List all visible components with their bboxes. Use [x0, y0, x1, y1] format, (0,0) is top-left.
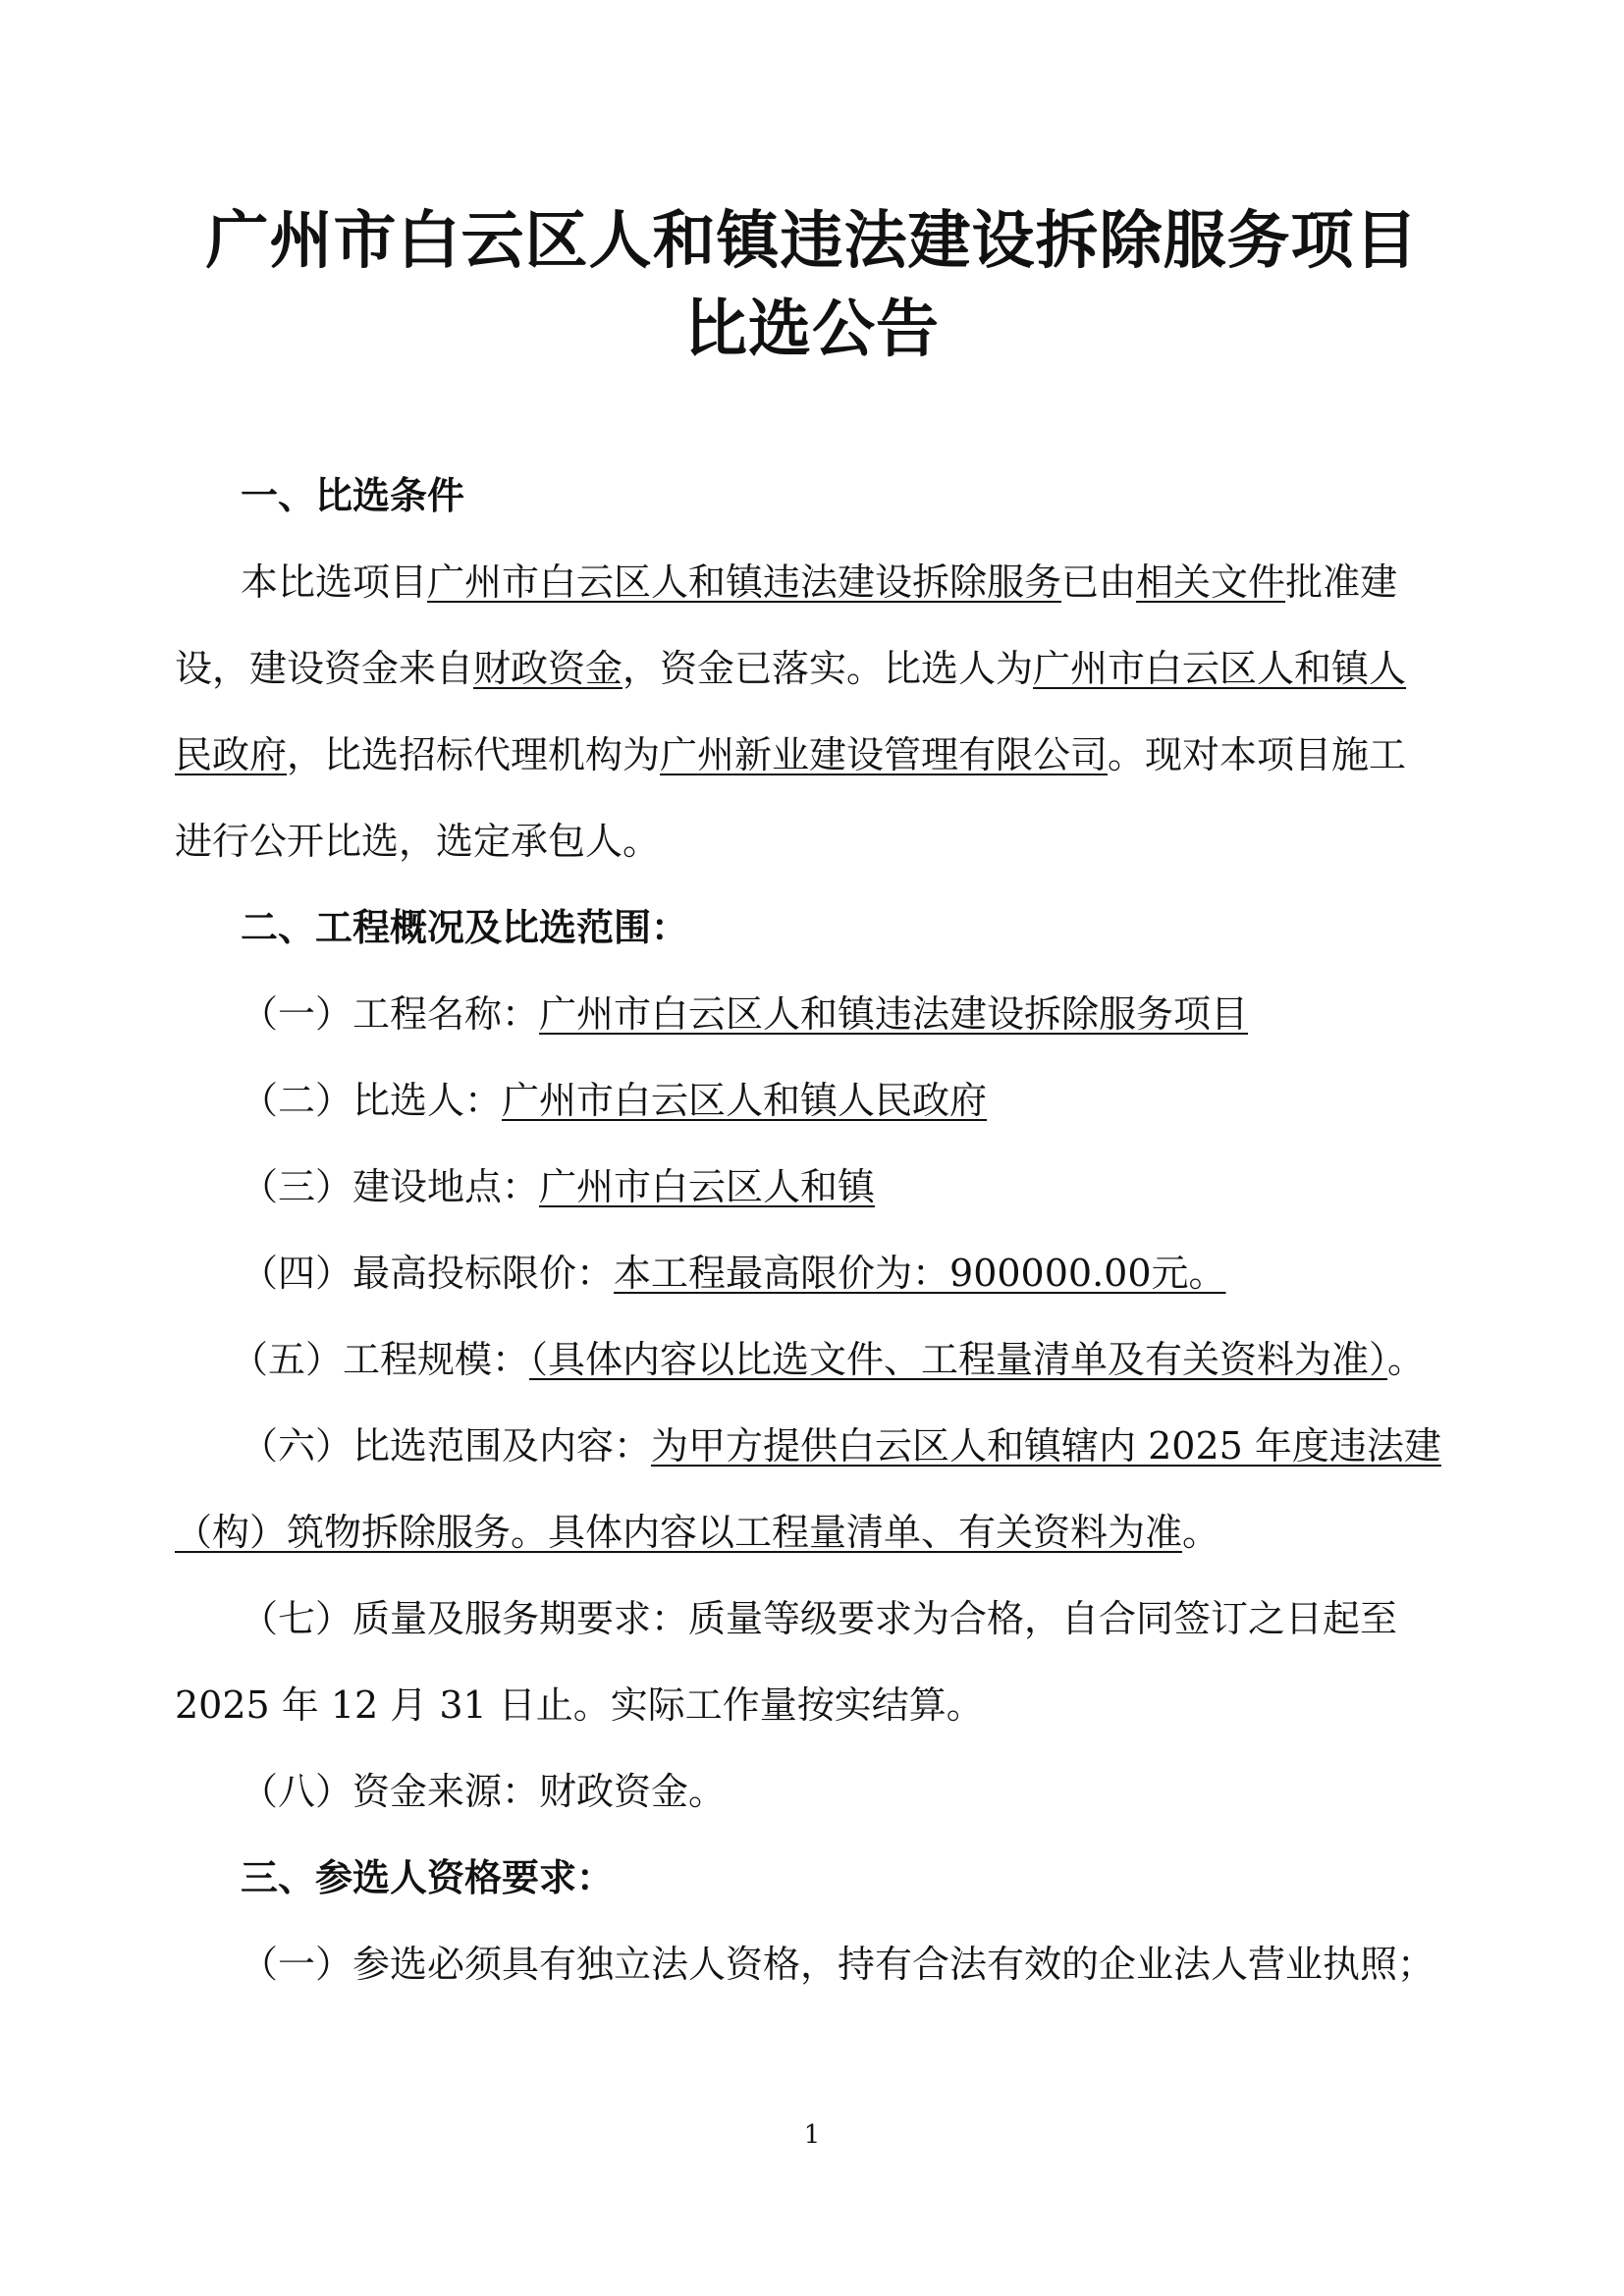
list-item: （七）质量及服务期要求：质量等级要求为合格，自合同签订之日起至 [241, 1597, 1398, 1640]
item-label: （三）建设地点： [241, 1165, 540, 1208]
text-span: ，资金已落实。比选人为 [623, 647, 1034, 690]
item-value: 广州市白云区人和镇违法建设拆除服务项目 [539, 992, 1249, 1036]
text-span: ，比选招标代理机构为 [287, 733, 661, 776]
approval-doc-underlined: 相关文件 [1136, 561, 1286, 604]
section-heading-2: 二、工程概况及比选范围： [241, 906, 689, 949]
list-item-cont [175, 1508, 1219, 1557]
item-label: （一）工程名称： [241, 992, 540, 1036]
text-span: 批准建 [1285, 561, 1398, 604]
item-label: （六）比选范围及内容： [241, 1424, 652, 1468]
list-item: （一）参选必须具有独立法人资格，持有合法有效的企业法人营业执照； [241, 1943, 1435, 1986]
item-value: 广州市白云区人和镇人民政府 [502, 1079, 988, 1122]
list-item: （八）资金来源：财政资金。 [241, 1770, 727, 1813]
fund-source-underlined: 财政资金 [473, 647, 623, 690]
paragraph-line [175, 644, 1406, 693]
list-item [231, 1335, 1425, 1384]
list-item [241, 1421, 1441, 1470]
document-title: 广州市白云区人和镇违法建设拆除服务项目 [205, 205, 1419, 278]
text-span: 。 [1182, 1511, 1220, 1554]
item-value: 本工程最高限价为：900000.00元。 [614, 1252, 1226, 1295]
item-value: 为甲方提供白云区人和镇辖内 2025 年度违法建 [651, 1424, 1441, 1468]
item-label: （二）比选人： [241, 1079, 503, 1122]
item-label: （五）工程规模： [231, 1338, 530, 1381]
tenderer-underlined-cont: 民政府 [175, 733, 288, 776]
paragraph-line [175, 730, 1406, 779]
paragraph-line: 进行公开比选，选定承包人。 [175, 820, 661, 863]
item-value: （构）筑物拆除服务。具体内容以工程量清单、有关资料为准 [175, 1511, 1183, 1554]
list-item-cont: 2025 年 12 月 31 日止。实际工作量按实结算。 [175, 1683, 984, 1727]
list-item [241, 1249, 1226, 1298]
section-heading-3: 三、参选人资格要求： [241, 1856, 615, 1899]
text-span: 。现对本项目施工 [1108, 733, 1407, 776]
text-span: 已由 [1061, 561, 1137, 604]
tenderer-underlined: 广州市白云区人和镇人 [1033, 647, 1407, 690]
document-subtitle: 比选公告 [684, 294, 940, 366]
item-label: （四）最高投标限价： [241, 1252, 615, 1295]
text-span: 本比选项目 [241, 561, 428, 604]
item-value: 广州市白云区人和镇 [539, 1165, 876, 1208]
text-span: 设，建设资金来自 [175, 647, 474, 690]
item-value: （具体内容以比选文件、工程量清单及有关资料为准） [529, 1338, 1388, 1381]
section-heading-1: 一、比选条件 [241, 474, 465, 517]
list-item [241, 1076, 987, 1125]
paragraph-line [241, 558, 1397, 607]
project-name-underlined: 广州市白云区人和镇违法建设拆除服务 [427, 561, 1062, 604]
agency-underlined: 广州新业建设管理有限公司 [660, 733, 1109, 776]
list-item [241, 1162, 875, 1211]
text-span: 。 [1387, 1338, 1426, 1381]
list-item [241, 989, 1248, 1039]
page-number: 1 [803, 2120, 821, 2150]
